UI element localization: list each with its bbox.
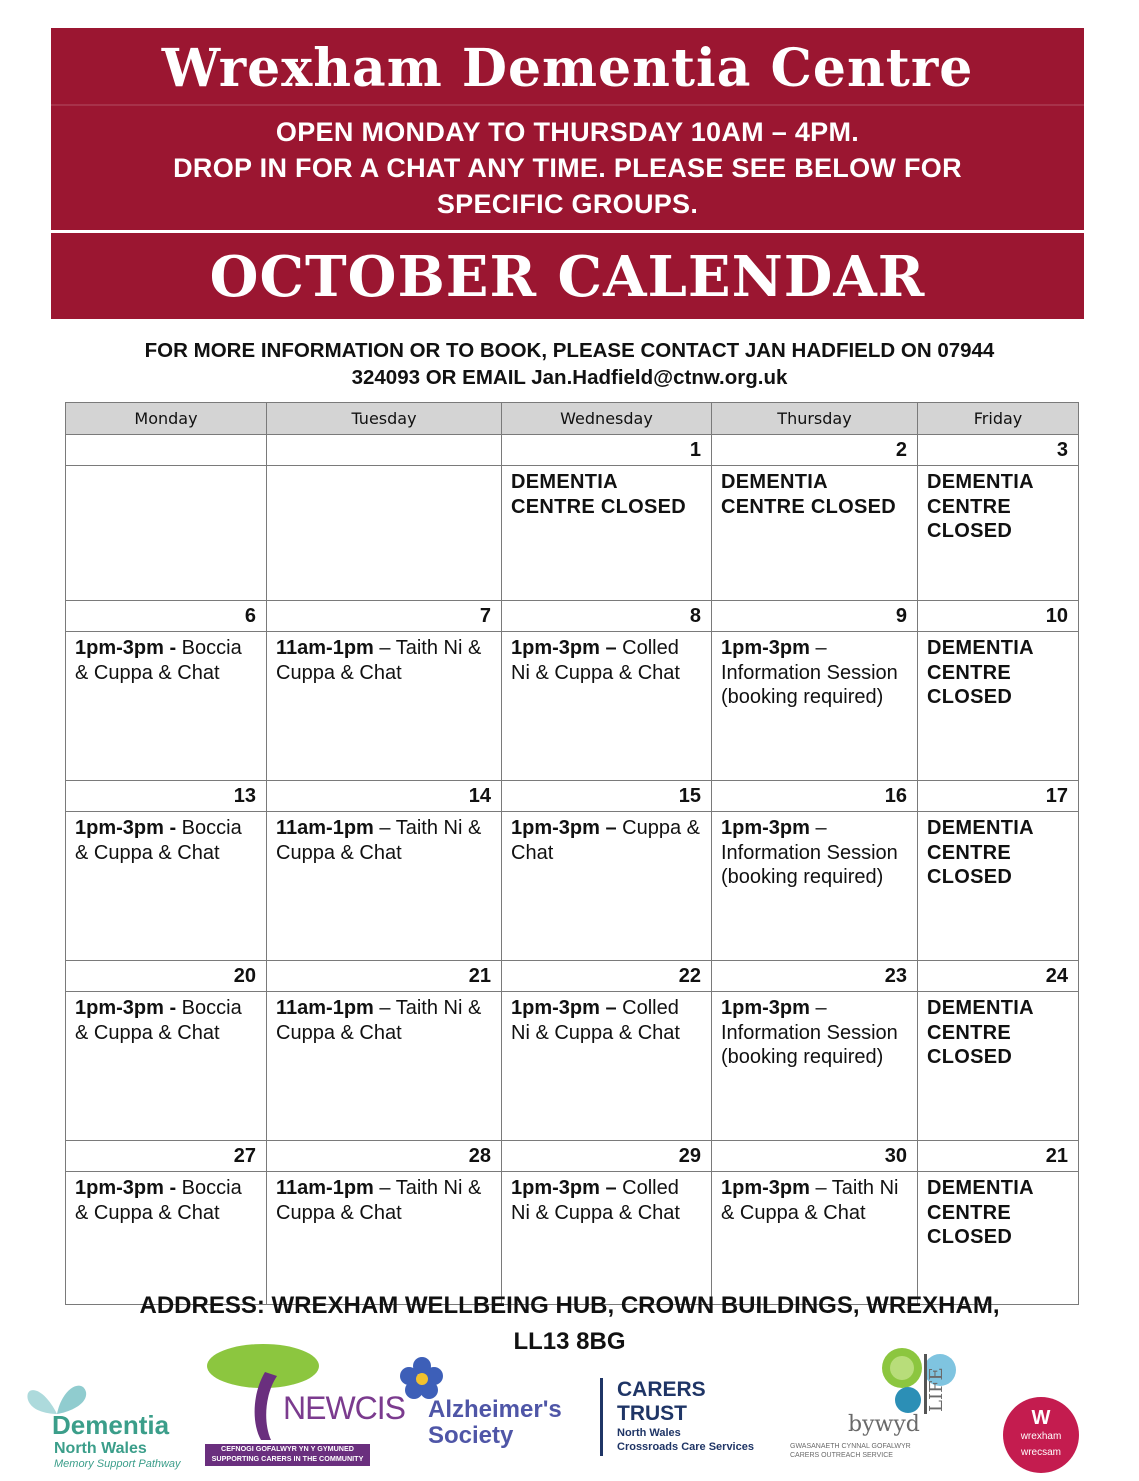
logo-text: Society [428, 1422, 514, 1449]
date-number: 14 [267, 781, 502, 812]
event-time: 1pm-3pm - [75, 997, 177, 1019]
date-number: 8 [502, 601, 712, 632]
event-cell [918, 466, 1079, 601]
date-number: 30 [712, 1141, 918, 1172]
event-cell [502, 812, 712, 961]
logo-text: wrecsam [1020, 1447, 1061, 1458]
weekday-header: Thursday [712, 403, 918, 435]
date-number: 27 [66, 1141, 267, 1172]
logo-text: Crossroads Care Services [617, 1441, 754, 1453]
logo-text: TRUST [617, 1402, 687, 1425]
logo-text: CARERS OUTREACH SERVICE [790, 1452, 893, 1459]
event-cell [66, 466, 267, 601]
closed-notice: DEMENTIA CENTRE CLOSED [927, 637, 1034, 708]
date-number: 6 [66, 601, 267, 632]
date-number-row [66, 435, 1079, 466]
event-cell [502, 992, 712, 1141]
event-cell [66, 1172, 267, 1305]
date-number-row [66, 601, 1079, 632]
logo-text: SUPPORTING CARERS IN THE COMMUNITY [211, 1454, 364, 1463]
contact-info [70, 337, 1069, 391]
event-cell [918, 992, 1079, 1141]
event-description: – Taith Ni & Cuppa & Chat [276, 997, 482, 1044]
event-cell [267, 812, 502, 961]
logo-text: CEFNOGI GOFALWYR YN Y GYMUNED [221, 1444, 354, 1453]
event-time: 1pm-3pm – [511, 817, 617, 839]
weekday-header: Tuesday [267, 403, 502, 435]
event-time: 1pm-3pm - [75, 817, 177, 839]
event-row [66, 812, 1079, 961]
event-cell [712, 812, 918, 961]
event-time: 1pm-3pm [721, 817, 810, 839]
date-number [267, 435, 502, 466]
calendar-title: OCTOBER CALENDAR [209, 244, 926, 310]
event-cell [918, 1172, 1079, 1305]
date-number: 9 [712, 601, 918, 632]
event-time: 1pm-3pm [721, 997, 810, 1019]
hours-line: SPECIFIC GROUPS. [436, 189, 699, 219]
date-number: 20 [66, 961, 267, 992]
logo-text: Alzheimer's [428, 1396, 562, 1423]
date-number: 17 [918, 781, 1079, 812]
event-description: Boccia & Cuppa & Chat [75, 817, 242, 864]
logo-text [790, 1442, 911, 1460]
event-time: 1pm-3pm – [511, 1177, 617, 1199]
hours-line: OPEN MONDAY TO THURSDAY 10AM – 4PM. [275, 117, 860, 147]
date-number-row [66, 961, 1079, 992]
event-description: Colled Ni & Cuppa & Chat [511, 637, 680, 684]
date-number-row [66, 781, 1079, 812]
date-number: 16 [712, 781, 918, 812]
october-calendar [65, 402, 1079, 1305]
event-cell [502, 466, 712, 601]
event-row [66, 466, 1079, 601]
event-time: 1pm-3pm - [75, 637, 177, 659]
event-cell [502, 632, 712, 781]
banner-divider [51, 104, 1084, 106]
event-description: Boccia & Cuppa & Chat [75, 997, 242, 1044]
logo-text [617, 1426, 754, 1454]
event-description: Boccia & Cuppa & Chat [75, 637, 242, 684]
date-number: 24 [918, 961, 1079, 992]
date-number: 22 [502, 961, 712, 992]
closed-notice: DEMENTIA CENTRE CLOSED [927, 1177, 1034, 1248]
newcis-logo [205, 1342, 405, 1468]
date-number: 7 [267, 601, 502, 632]
weekday-header: Wednesday [502, 403, 712, 435]
logo-strip [205, 1444, 370, 1466]
event-time: 11am-1pm [276, 997, 374, 1019]
event-row [66, 1172, 1079, 1305]
event-description: Cuppa & Chat [511, 817, 700, 864]
contact-line: FOR MORE INFORMATION OR TO BOOK, PLEASE CONTACT JAN HADFIELD ON 07944 [144, 339, 995, 362]
event-time: 1pm-3pm - [75, 1177, 177, 1199]
event-time: 11am-1pm [276, 1177, 374, 1199]
event-cell [918, 632, 1079, 781]
logo-text: Memory Support Pathway [54, 1458, 181, 1470]
event-time: 11am-1pm [276, 637, 374, 659]
date-number: 13 [66, 781, 267, 812]
event-description: – Information Session (booking required) [721, 997, 898, 1068]
date-number: 2 [712, 435, 918, 466]
logo-bar [600, 1378, 603, 1456]
event-time: 1pm-3pm [721, 1177, 810, 1199]
bywyd-life-logo [790, 1346, 965, 1460]
event-cell [712, 466, 918, 601]
event-cell [66, 992, 267, 1141]
logo-text: North Wales [54, 1440, 147, 1457]
logo-text: LIFE [926, 1367, 947, 1412]
weekday-header: Monday [66, 403, 267, 435]
calendar-title-banner [51, 233, 1084, 319]
event-description: – Taith Ni & Cuppa & Chat [276, 817, 482, 864]
event-description: – Information Session (booking required) [721, 817, 898, 888]
event-cell [267, 1172, 502, 1305]
event-cell [66, 812, 267, 961]
event-row [66, 992, 1079, 1141]
weekday-header: Friday [918, 403, 1079, 435]
wrexham-council-logo [1003, 1397, 1079, 1473]
event-cell [918, 812, 1079, 961]
event-description: – Information Session (booking required) [721, 637, 898, 708]
closed-notice: DEMENTIA CENTRE CLOSED [927, 817, 1034, 888]
event-row [66, 632, 1079, 781]
closed-notice: DEMENTIA CENTRE CLOSED [511, 471, 687, 518]
page-title: Wrexham Dementia Centre [161, 38, 974, 99]
logo-text: CARERS [617, 1378, 706, 1401]
date-number: 10 [918, 601, 1079, 632]
hours-line: DROP IN FOR A CHAT ANY TIME. PLEASE SEE BELOW FOR [173, 153, 962, 183]
date-number-row [66, 1141, 1079, 1172]
opening-hours [91, 114, 1044, 222]
logo-text: wrexham [1020, 1431, 1062, 1442]
date-number: 23 [712, 961, 918, 992]
date-number: 28 [267, 1141, 502, 1172]
event-time: 1pm-3pm – [511, 997, 617, 1019]
dementia-north-wales-logo [22, 1374, 192, 1474]
address-line: ADDRESS: WREXHAM WELLBEING HUB, CROWN BUILDINGS, WREXHAM, [139, 1292, 1000, 1319]
logo-text: bywyd [848, 1412, 920, 1437]
event-time: 1pm-3pm [721, 637, 810, 659]
date-number: 21 [267, 961, 502, 992]
header-banner [51, 28, 1084, 230]
event-description: Colled Ni & Cuppa & Chat [511, 997, 680, 1044]
date-number: 3 [918, 435, 1079, 466]
alzheimers-society-logo [398, 1356, 573, 1456]
date-number: 15 [502, 781, 712, 812]
date-number: 29 [502, 1141, 712, 1172]
contact-line: 324093 OR EMAIL Jan.Hadfield@ctnw.org.uk [351, 366, 788, 389]
logo-text: GWASANAETH CYNNAL GOFALWYR [790, 1443, 911, 1450]
date-number [66, 435, 267, 466]
event-description: Boccia & Cuppa & Chat [75, 1177, 242, 1224]
date-number: 21 [918, 1141, 1079, 1172]
event-description: – Taith Ni & Cuppa & Chat [276, 1177, 482, 1224]
carers-trust-logo [600, 1378, 780, 1458]
closed-notice: DEMENTIA CENTRE CLOSED [927, 471, 1034, 542]
logo-text: NEWCIS [283, 1390, 405, 1426]
event-cell [267, 466, 502, 601]
event-cell [267, 632, 502, 781]
weekday-header-row [66, 403, 1079, 435]
logo-text: Dementia [52, 1410, 170, 1440]
logo-text [617, 1378, 706, 1426]
event-cell [502, 1172, 712, 1305]
closed-notice: DEMENTIA CENTRE CLOSED [721, 471, 897, 518]
address-line: LL13 8BG [513, 1328, 626, 1355]
event-cell [267, 992, 502, 1141]
logo-text: North Wales [617, 1427, 681, 1439]
event-description: Colled Ni & Cuppa & Chat [511, 1177, 680, 1224]
closed-notice: DEMENTIA CENTRE CLOSED [927, 997, 1034, 1068]
event-cell [712, 1172, 918, 1305]
event-description: – Taith Ni & Cuppa & Chat [721, 1177, 899, 1224]
date-number: 1 [502, 435, 712, 466]
event-time: 1pm-3pm – [511, 637, 617, 659]
event-cell [66, 632, 267, 781]
event-cell [712, 632, 918, 781]
event-cell [712, 992, 918, 1141]
event-description: – Taith Ni & Cuppa & Chat [276, 637, 482, 684]
logo-mark: W [1031, 1407, 1051, 1429]
event-time: 11am-1pm [276, 817, 374, 839]
